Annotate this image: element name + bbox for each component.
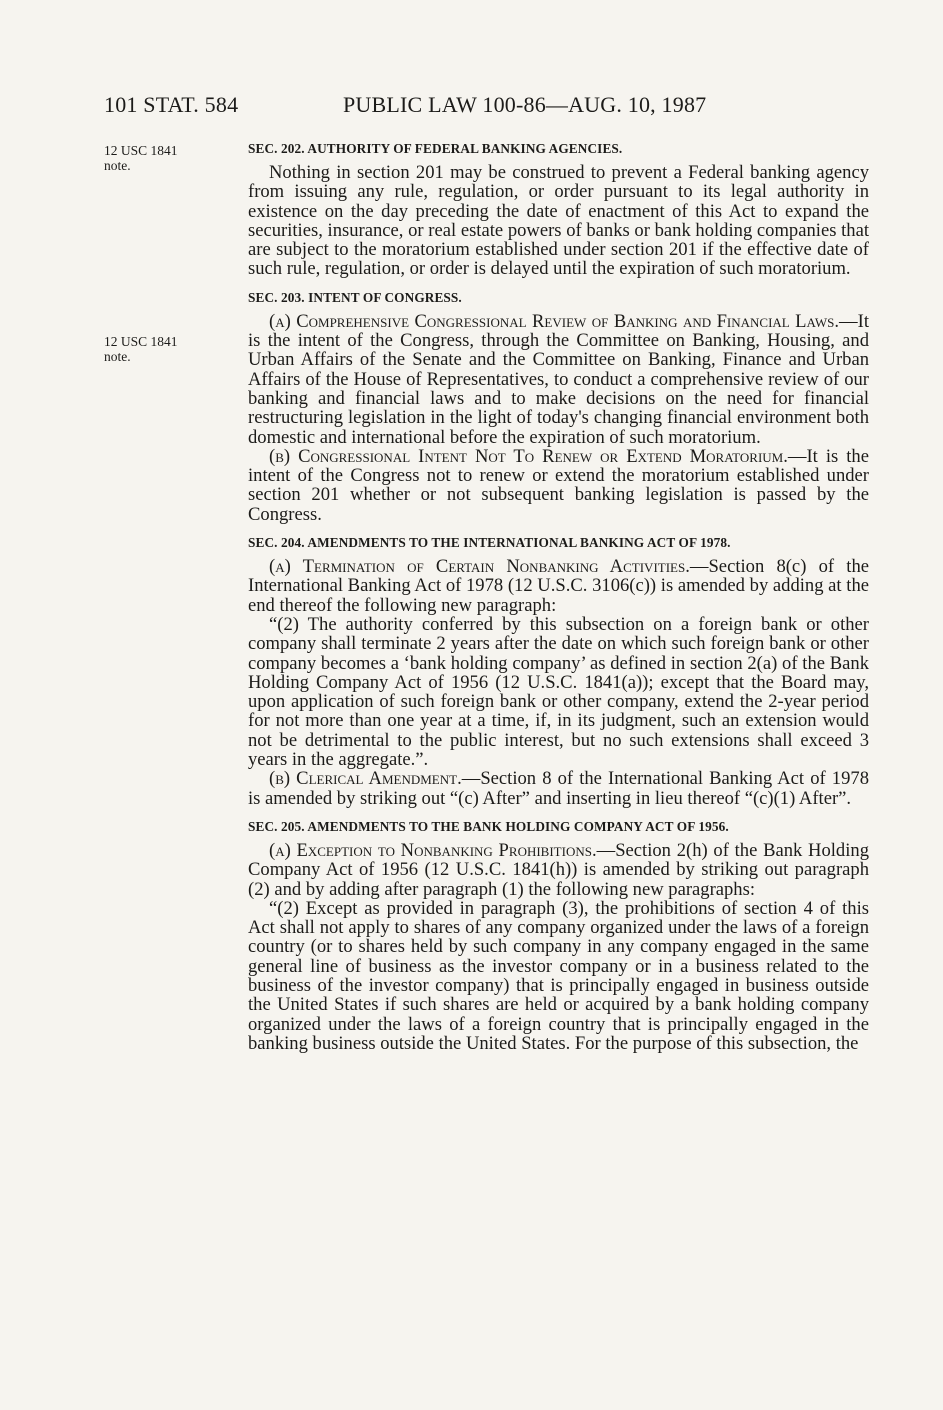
subsection-text: —It is the intent of the Congress, through the Committee on Banking, Housing, and Urban Affairs of the Senate and the Committee on Banking, Finance and Urban Affairs of the House of Representatives, to conduct a comprehensive review of our banking and financial laws and to make decisions on the need for financial restructuring legislation in the light of today's changing financial environment both domestic and international before the expiration of such moratorium. <box>248 310 869 448</box>
section-203-heading: SEC. 203. INTENT OF CONGRESS. <box>248 289 462 305</box>
section-204-subsection-a <box>248 557 869 615</box>
section-202-text: Nothing in section 201 may be construed to prevent a Federal banking agency from issuing any rule, regulation, or order pursuant to its legal authority in existence on the day preceding the date of enactment of this Act to expand the securities, insurance, or real estate powers of banks or bank holding companies that are subject to the moratorium established under section 201 if the effective date of such rule, regulation, or order is delayed until the expiration of such moratorium. <box>248 162 869 280</box>
section-204-heading: SEC. 204. AMENDMENTS TO THE INTERNATIONAL BANKING ACT OF 1978. <box>248 535 731 551</box>
subsection-text: —Section 8 of the International Banking Act of 1978 is amended by striking out “(c) After” and inserting in lieu thereof “(c)(1) After”. <box>248 768 869 809</box>
running-header: PUBLIC LAW 100-86—AUG. 10, 1987 <box>343 92 707 117</box>
section-205-heading: SEC. 205. AMENDMENTS TO THE BANK HOLDING COMPANY ACT OF 1956. <box>248 818 729 834</box>
subsection-caption: (b) Congressional Intent Not To Renew or Extend Moratorium. <box>269 445 788 467</box>
margin-note-citation: 12 USC 1841 <box>104 143 178 158</box>
section-205-quoted-paragraph: “(2) Except as provided in paragraph (3), the prohibitions of section 4 of this Act shall not apply to shares of any company organized under the laws of a foreign country (or to shares held by such company in any company engaged in the same general line of business as the investor company or in a business related to the business of the investor company) that is principally engaged in business outside the United States if such shares are held or acquired by a bank holding company organized under the laws of a foreign country that is principally engaged in the banking business outside the United States. For the purpose of this subsection, the <box>248 897 869 1054</box>
section-203-subsection-b <box>248 447 869 524</box>
section-204-quoted-paragraph: “(2) The authority conferred by this subsection on a foreign bank or other company shall terminate 2 years after the date on which such foreign bank or other company becomes a ‘bank holding company’ as defined in section 2(a) of the Bank Holding Company Act of 1956 (12 U.S.C. 1841(a)); except that the Board may, upon application of such foreign bank or other company, extend the 2-year period for not more than one year at a time, if, in its judgment, such an extension would not be detrimental to the public interest, but no such extensions shall exceed 3 years in the aggregate.”. <box>248 613 869 771</box>
subsection-text: —Section 8(c) of the International Banking Act of 1978 (12 U.S.C. 3106(c)) is amended by adding at the end thereof the following new paragraph: <box>248 556 869 616</box>
section-202-heading: SEC. 202. AUTHORITY OF FEDERAL BANKING AGENCIES. <box>248 141 623 156</box>
subsection-text: —It is the intent of the Congress not to renew or extend the moratorium established under section 201 whether or not subsequent banking legislation is passed by the Congress. <box>248 445 869 525</box>
margin-note-label: note. <box>104 158 131 173</box>
margin-note <box>104 334 178 364</box>
document-body <box>248 140 869 1053</box>
subsection-caption: (a) Termination of Certain Nonbanking Activities. <box>269 556 690 578</box>
section-203-subsection-a <box>248 312 869 447</box>
subsection-caption: (b) Clerical Amendment. <box>269 768 462 790</box>
subsection-caption: (a) Exception to Nonbanking Prohibitions. <box>269 839 597 861</box>
margin-note <box>104 143 178 173</box>
subsection-text: —Section 2(h) of the Bank Holding Company Act of 1956 (12 U.S.C. 1841(h)) is amended by striking out paragraph (2) and by adding after paragraph (1) the following new paragraphs: <box>248 839 869 900</box>
margin-note-citation: 12 USC 1841 <box>104 334 178 349</box>
subsection-caption: (a) Comprehensive Congressional Review of Banking and Financial Laws. <box>269 310 840 332</box>
section-204-subsection-b <box>248 769 869 808</box>
margin-note-label: note. <box>104 349 131 364</box>
page-citation: 101 STAT. 584 <box>104 92 239 117</box>
section-205-subsection-a <box>248 841 869 899</box>
